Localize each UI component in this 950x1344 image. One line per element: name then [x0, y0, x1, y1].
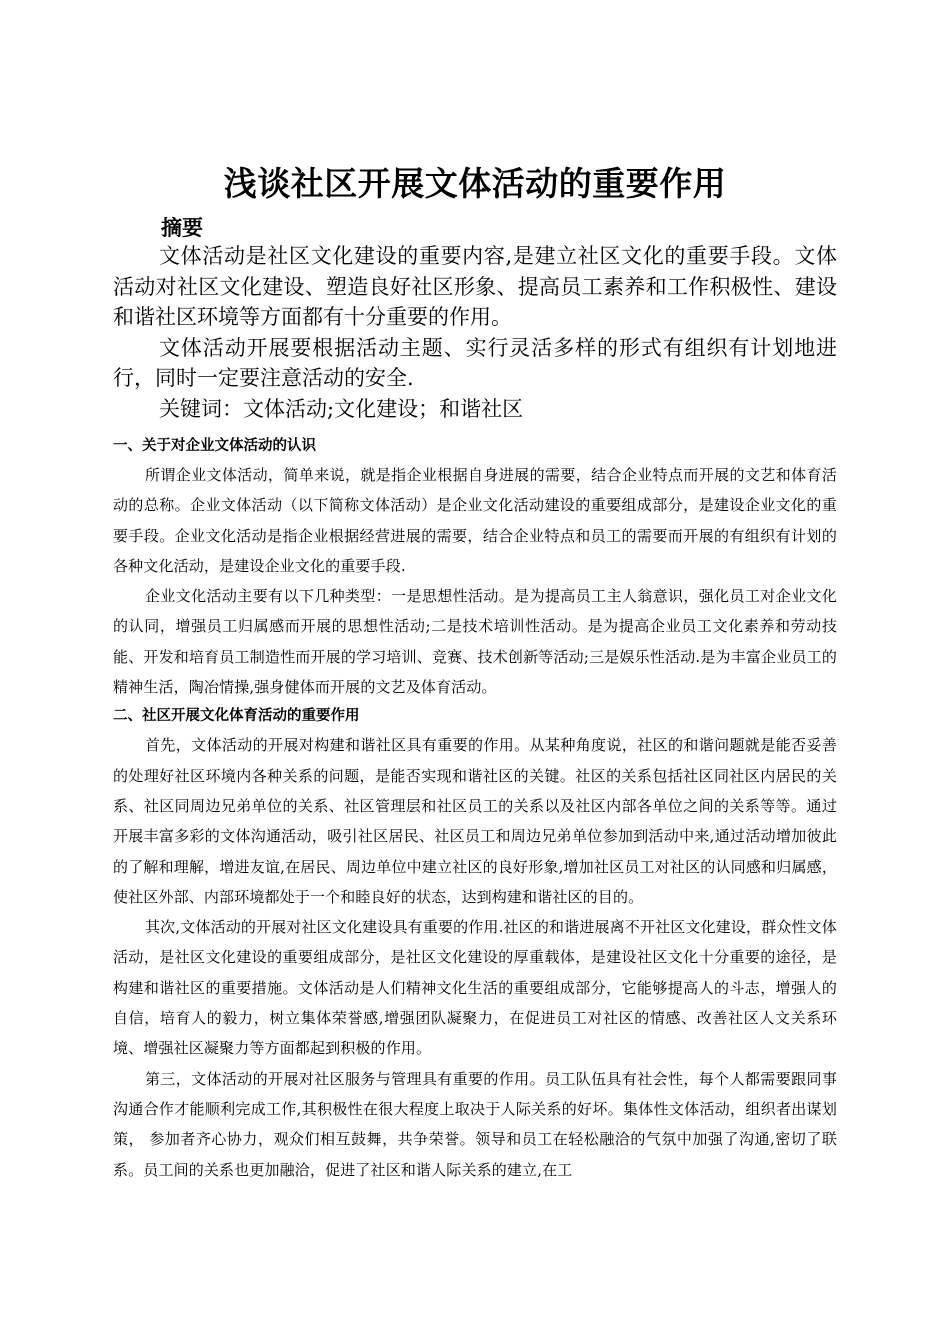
- keywords-line: 关键词：文体活动;文化建设；和谐社区: [159, 396, 524, 421]
- document-body: [113, 432, 837, 1185]
- abstract-block: [113, 208, 837, 424]
- section-heading: 一、关于对企业文体活动的认识: [113, 438, 316, 454]
- body-paragraph: 第三，文体活动的开展对社区服务与管理具有重要的作用。员工队伍具有社会性，每个人都需要跟同事沟通合作才能顺利完成工作,其积极性在很大程度上取决于人际关系的好坏。集体性文体活动，组织者出谋划策， 参加者齐心协力，观众们相互鼓舞，共争荣誉。领导和员工在轻松融洽的气氛中加强了沟通,密切了联系。员工间的关系也更加融洽，促进了社区和谐人际关系的建立,在工: [113, 1069, 837, 1179]
- abstract-heading: 摘要: [161, 216, 203, 240]
- body-paragraph: 其次,文体活动的开展对社区文化建设具有重要的作用.社区的和谐进展离不开社区文化建设，群众性文体活动，是社区文化建设的重要组成部分，是社区文化建设的厚重载体，是建设社区文化十分重要的途径，是构建和谐社区的重要措施。文体活动是人们精神文化生活的重要组成部分，它能够提高人的斗志，增强人的自信，培育人的毅力，树立集体荣誉感,增强团队凝聚力，在促进员工对社区的情感、改善社区人文关系环境、增强社区凝聚力等方面都起到积极的作用。: [113, 918, 837, 1058]
- document-title: 浅谈社区开展文体活动的重要作用: [223, 164, 727, 203]
- abstract-paragraph: 文体活动开展要根据活动主题、实行灵活多样的形式有组织有计划地进行，同时一定要注意活动的安全.: [113, 335, 837, 390]
- body-paragraph: 首先，文体活动的开展对构建和谐社区具有重要的作用。从某种角度说，社区的和谐问题就是能否妥善的处理好社区环境内各种关系的问题，是能否实现和谐社区的关键。社区的关系包括社区同社区内居民的关系、社区同周边兄弟单位的关系、社区管理层和社区员工的关系以及社区内部各单位之间的关系等等。通过开展丰富多彩的文体沟通活动，吸引社区居民、社区员工和周边兄弟单位参加到活动中来,通过活动增加彼此的了解和理解，增进友谊,在居民、周边单位中建立社区的良好形象,增加社区员工对社区的认同感和归属感，使社区外部、内部环境都处于一个和睦良好的状态，达到构建和谐社区的目的。: [113, 736, 837, 906]
- abstract-paragraph: 文体活动是社区文化建设的重要内容,是建立社区文化的重要手段。文体活动对社区文化建设、塑造良好社区形象、提高员工素养和工作积极性、建设和谐社区环境等方面都有十分重要的作用。: [113, 244, 837, 329]
- body-paragraph: 企业文化活动主要有以下几种类型：一是思想性活动。是为提高员工主人翁意识，强化员工对企业文化的认同，增强员工归属感而开展的思想性活动;二是技术培训性活动。是为提高企业员工文化素养和劳动技能、开发和培育员工制造性而开展的学习培训、竞赛、技术创新等活动;三是娱乐性活动.是为丰富企业员工的精神生活，陶冶情操,强身健体而开展的文艺及体育活动。: [113, 587, 837, 697]
- section-heading: 二、社区开展文化体育活动的重要作用: [113, 708, 360, 725]
- body-paragraph: 所谓企业文体活动，简单来说，就是指企业根据自身进展的需要，结合企业特点而开展的文艺和体育活动的总称。企业文体活动（以下简称文体活动）是企业文化活动建设的重要组成部分，是建设企业文化的重要手段。企业文化活动是指企业根据经营进展的需要，结合企业特点和员工的需要而开展的有组织有计划的各种文化活动，是建设企业文化的重要手段.: [113, 466, 837, 575]
